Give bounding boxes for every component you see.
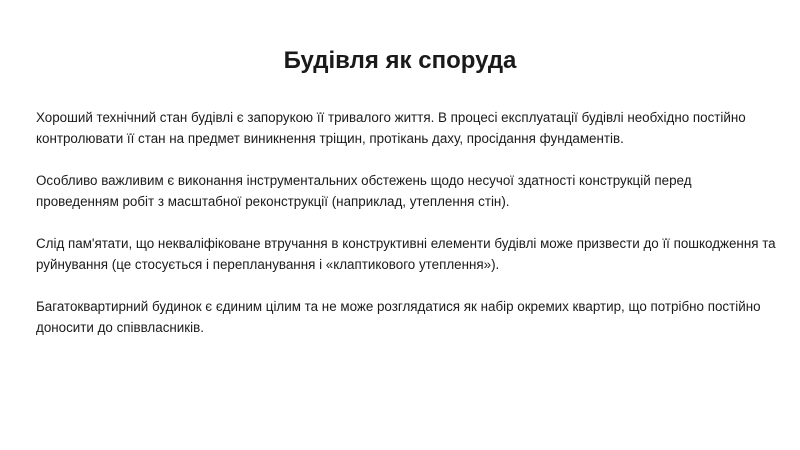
paragraph-apartment-building: Багатоквартирний будинок є єдиним цілим та не може розглядатися як набір окремих квартир, що потрібно постійно доносити до співвласників.	[36, 299, 761, 335]
paragraph-inspections: Особливо важливим є виконання інструментальних обстежень щодо несучої здатності конструкцій перед проведенням робіт з масштабної реконструкції (наприклад, утеплення стін).	[36, 173, 692, 209]
slide-title: Будівля як споруда	[283, 47, 517, 74]
paragraph-condition: Хороший технічний стан будівлі є запорукою її тривалого життя. В процесі експлуатації будівлі необхідно постійно контролювати її стан на предмет виникнення тріщин, протікань даху, просідання фундаментів.	[36, 110, 746, 146]
paragraph-interventions: Слід пам'ятати, що некваліфіковане втручання в конструктивні елементи будівлі може призвести до її пошкодження та руйнування (це стосується і перепланування і «клаптикового утеплення»).	[36, 236, 776, 272]
slide-body	[36, 107, 776, 338]
